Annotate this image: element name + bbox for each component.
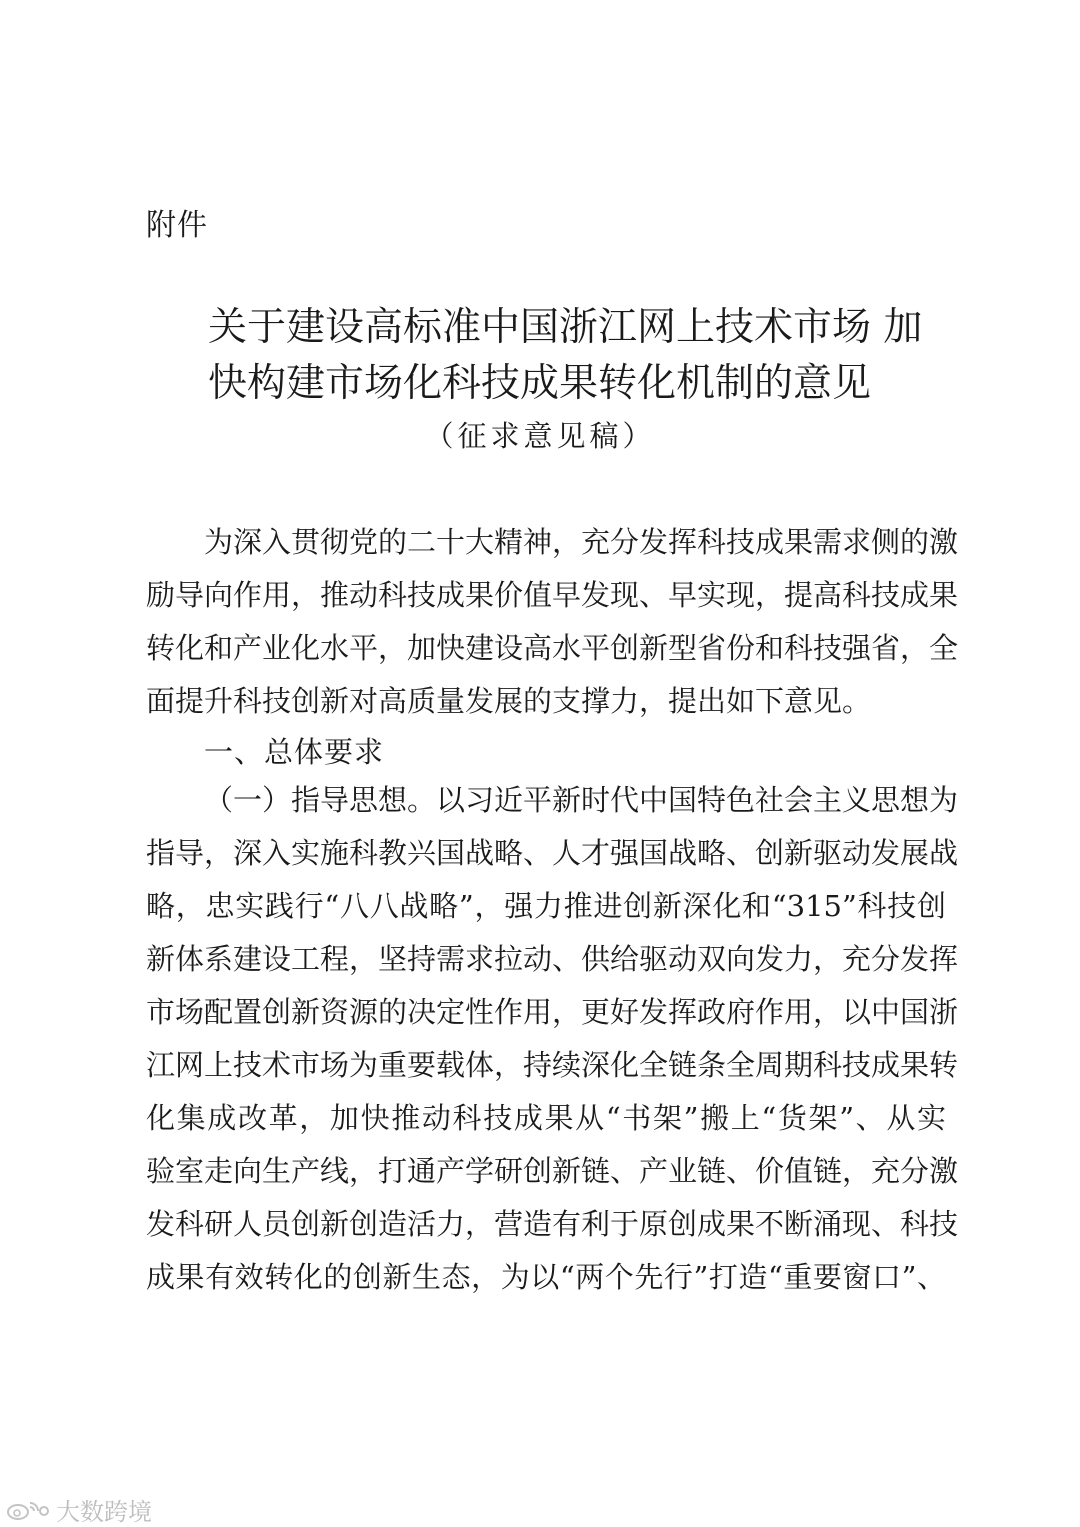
watermark-text: 大数跨境 [56,1498,152,1526]
paragraph-line [146,774,959,827]
paragraph-line: 市场配置创新资源的决定性作用，更好发挥政府作用，以中国浙 [146,995,959,1029]
paragraph-line: 略，忠实践行“八八战略”，强力推进创新深化和“315”科技创 [146,889,946,923]
title-line-2: 快构建市场化科技成果转化机制的意见 [208,361,872,406]
paragraph-line: 新体系建设工程，坚持需求拉动、供给驱动双向发力，充分发挥 [146,942,959,976]
paragraph-lead: （一）指导思想。 [204,783,437,817]
paragraph-line: 验室走向生产线，打通产学研创新链、产业链、价值链，充分激 [146,1154,959,1188]
paragraph-line: 发科研人员创新创造活力，营造有利于原创成果不断涌现、科技 [146,1207,959,1241]
paragraph-line: 指导，深入实施科教兴国战略、人才强国战略、创新驱动发展战 [146,836,959,870]
paragraph-line-text: 以习近平新时代中国特色社会主义思想为 [436,783,959,817]
paragraph-line: 面提升科技创新对高质量发展的支撑力，提出如下意见。 [146,684,872,718]
paragraph-line: 成果有效转化的创新生态，为以“两个先行”打造“重要窗口”、 [146,1260,946,1294]
document-subtitle: （征求意见稿） [424,419,656,453]
paragraph-line: 转化和产业化水平，加快建设高水平创新型省份和科技强省，全 [146,631,959,665]
weibo-logo-icon [6,1499,50,1521]
watermark [6,1492,152,1527]
document-title [146,300,946,412]
section-heading: 一、总体要求 [204,735,385,769]
paragraph-line: 化集成改革，加快推动科技成果从“书架”搬上“货架”、从实 [146,1101,946,1135]
intro-paragraph [146,516,959,728]
title-line-1: 关于建设高标准中国浙江网上技术市场 加 [208,305,923,350]
attachment-label: 附件 [146,208,208,243]
paragraph-line: 江网上技术市场为重要载体，持续深化全链条全周期科技成果转 [146,1048,959,1082]
paragraph-line: 励导向作用，推动科技成果价值早发现、早实现，提高科技成果 [146,578,959,612]
paragraph-line: 为深入贯彻党的二十大精神，充分发挥科技成果需求侧的激 [204,525,959,559]
guiding-ideology-paragraph [146,774,959,1304]
